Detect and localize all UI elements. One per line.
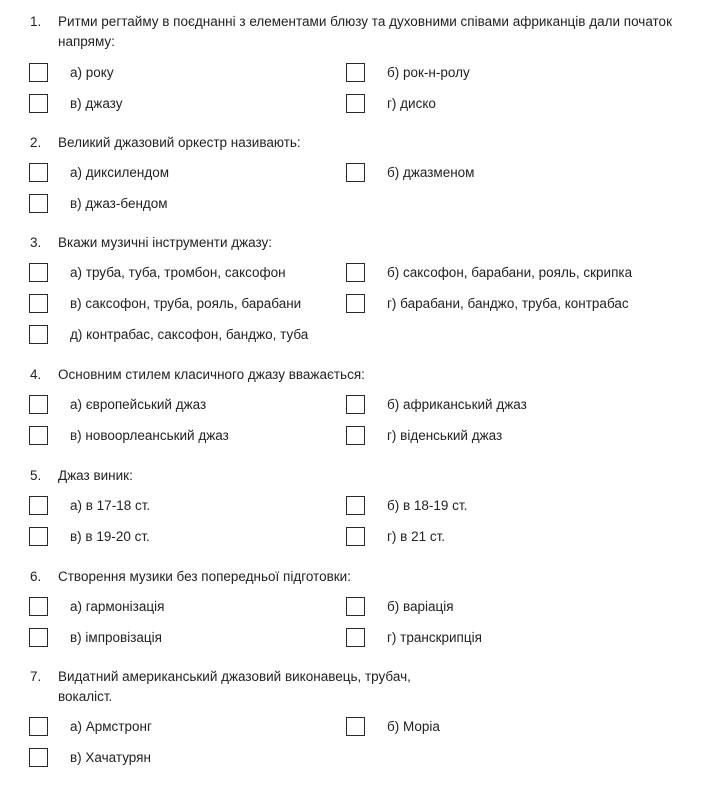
checkbox[interactable] bbox=[346, 496, 365, 515]
option-label: в) джаз-бендом bbox=[70, 196, 168, 211]
question-number: 2. bbox=[30, 135, 42, 150]
option-label: а) європейський джаз bbox=[70, 397, 207, 412]
option-label: а) диксилендом bbox=[70, 165, 170, 180]
checkbox[interactable] bbox=[346, 628, 365, 647]
question-number: 5. bbox=[30, 468, 42, 483]
option-label: а) Армстронг bbox=[70, 719, 152, 734]
checkbox[interactable] bbox=[346, 717, 365, 736]
checkbox[interactable] bbox=[29, 496, 48, 515]
option-label: б) Моріа bbox=[387, 719, 440, 734]
checkbox[interactable] bbox=[346, 294, 365, 313]
question-text: Ритми регтайму в поєднанні з елементами блюзу та духовними співами африканців дали початок напряму: bbox=[58, 14, 672, 49]
checkbox[interactable] bbox=[346, 94, 365, 113]
option-label: в) новоорлеанський джаз bbox=[70, 428, 229, 443]
option-label: г) віденський джаз bbox=[387, 428, 503, 443]
question-text: Видатний американський джазовий виконавець, трубач, вокаліст. bbox=[58, 669, 411, 704]
option-label: в) Хачатурян bbox=[70, 750, 151, 765]
checkbox[interactable] bbox=[29, 63, 48, 82]
option-label: в) джазу bbox=[70, 96, 123, 111]
question-number: 1. bbox=[30, 14, 42, 29]
option-label: б) в 18-19 ст. bbox=[387, 498, 468, 513]
question-text: Джаз виник: bbox=[58, 468, 133, 483]
option-label: б) саксофон, барабани, рояль, скрипка bbox=[387, 265, 633, 280]
checkbox[interactable] bbox=[346, 263, 365, 282]
checkbox[interactable] bbox=[346, 597, 365, 616]
question-number: 4. bbox=[30, 367, 42, 382]
checkbox[interactable] bbox=[29, 395, 48, 414]
checkbox[interactable] bbox=[346, 527, 365, 546]
checkbox[interactable] bbox=[29, 325, 48, 344]
checkbox[interactable] bbox=[29, 426, 48, 445]
option-label: б) африканський джаз bbox=[387, 397, 527, 412]
question-text: Вкажи музичні інструменти джазу: bbox=[58, 235, 273, 250]
checkbox[interactable] bbox=[29, 717, 48, 736]
checkbox[interactable] bbox=[346, 63, 365, 82]
checkbox[interactable] bbox=[29, 194, 48, 213]
checkbox[interactable] bbox=[29, 263, 48, 282]
checkbox[interactable] bbox=[29, 628, 48, 647]
question-number: 7. bbox=[30, 669, 42, 684]
option-label: г) барабани, банджо, труба, контрабас bbox=[387, 296, 629, 311]
option-label: а) року bbox=[70, 65, 114, 80]
option-label: б) варіація bbox=[387, 599, 454, 614]
option-label: д) контрабас, саксофон, банджо, туба bbox=[70, 327, 309, 342]
checkbox[interactable] bbox=[29, 94, 48, 113]
checkbox[interactable] bbox=[346, 395, 365, 414]
checkbox[interactable] bbox=[29, 527, 48, 546]
checkbox[interactable] bbox=[29, 294, 48, 313]
question-number: 3. bbox=[30, 235, 42, 250]
checkbox[interactable] bbox=[29, 597, 48, 616]
option-label: а) труба, туба, тромбон, саксофон bbox=[70, 265, 286, 280]
option-label: в) саксофон, труба, рояль, барабани bbox=[70, 296, 302, 311]
question-number: 6. bbox=[30, 569, 42, 584]
option-label: а) гармонізація bbox=[70, 599, 165, 614]
question-text: Великий джазовий оркестр називають: bbox=[58, 135, 301, 150]
option-label: б) рок-н-ролу bbox=[387, 65, 470, 80]
question-text: Створення музики без попередньої підготовки: bbox=[58, 569, 351, 584]
option-label: г) в 21 ст. bbox=[387, 529, 446, 544]
option-label: г) транскрипція bbox=[387, 630, 482, 645]
checkbox[interactable] bbox=[29, 163, 48, 182]
checkbox[interactable] bbox=[29, 748, 48, 767]
option-label: в) імпровізація bbox=[70, 630, 162, 645]
option-label: а) в 17-18 ст. bbox=[70, 498, 151, 513]
checkbox[interactable] bbox=[346, 426, 365, 445]
option-label: г) диско bbox=[387, 96, 436, 111]
checkbox[interactable] bbox=[346, 163, 365, 182]
option-label: б) джазменом bbox=[387, 165, 475, 180]
option-label: в) в 19-20 ст. bbox=[70, 529, 150, 544]
question-text: Основним стилем класичного джазу вважається: bbox=[58, 367, 365, 382]
